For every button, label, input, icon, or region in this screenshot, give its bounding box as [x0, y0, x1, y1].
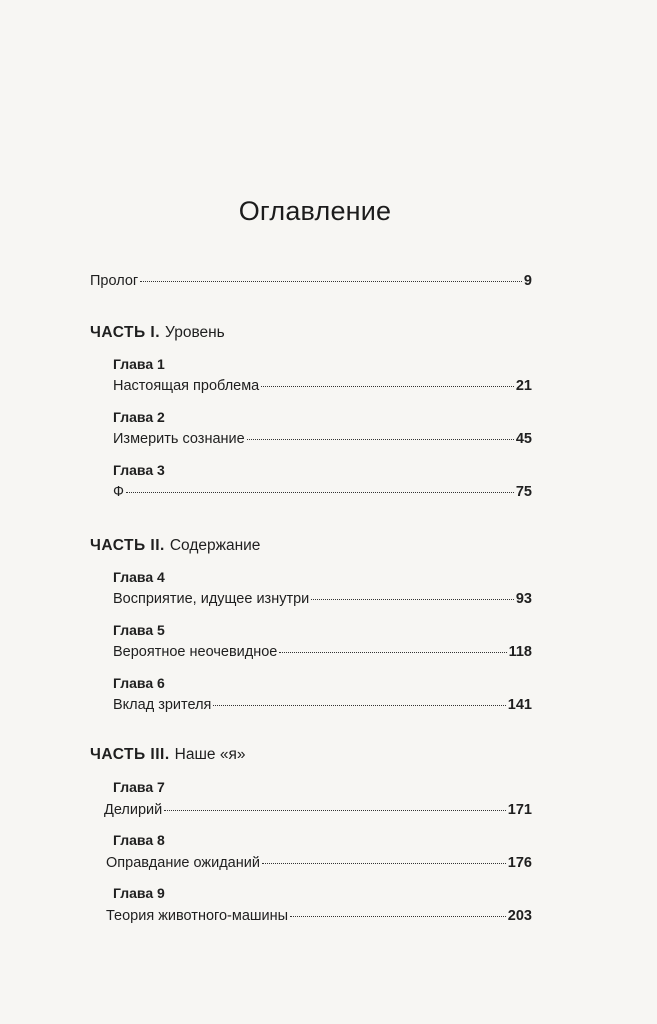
- toc-entry-label: Измерить сознание: [113, 431, 245, 447]
- chapter-heading-7: Глава 7: [113, 779, 165, 795]
- part-heading-2: [90, 537, 260, 555]
- chapter-heading-5: Глава 5: [113, 622, 165, 638]
- toc-page-number: 9: [523, 273, 532, 289]
- part-heading-1: [90, 324, 225, 342]
- toc-entry-label: Вклад зрителя: [113, 697, 212, 713]
- toc-page-number: 118: [508, 644, 532, 660]
- toc-page-number: 141: [507, 697, 532, 713]
- dot-leader: [290, 916, 506, 917]
- toc-entry-label: Восприятие, идущее изнутри: [113, 591, 310, 607]
- part-label: ЧАСТЬ I.: [90, 324, 161, 341]
- page-title: Оглавление: [238, 196, 392, 226]
- chapter-heading-4: Глава 4: [113, 569, 165, 585]
- dot-leader: [213, 705, 505, 706]
- dot-leader: [164, 810, 506, 811]
- toc-entry-chapter-4: [113, 591, 532, 607]
- toc-page-number: 75: [515, 484, 532, 500]
- part-label: ЧАСТЬ II.: [90, 537, 165, 554]
- dot-leader: [262, 863, 506, 864]
- toc-entry-label: Вероятное неочевидное: [113, 644, 278, 660]
- chapter-heading-9: Глава 9: [113, 885, 165, 901]
- dot-leader: [140, 281, 522, 282]
- chapter-heading-2: Глава 2: [113, 409, 165, 425]
- toc-page-number: 21: [515, 378, 532, 394]
- part-name: Содержание: [169, 537, 261, 554]
- toc-page-number: 93: [515, 591, 532, 607]
- chapter-heading-1: Глава 1: [113, 356, 165, 372]
- chapter-heading-3: Глава 3: [113, 462, 165, 478]
- toc-page-number: 45: [515, 431, 532, 447]
- dot-leader: [279, 652, 506, 653]
- toc-entry-chapter-8: [106, 855, 532, 871]
- toc-entry-chapter-7: [104, 802, 532, 818]
- toc-entry-prologue: [90, 273, 532, 289]
- toc-entry-chapter-5: [113, 644, 532, 660]
- dot-leader: [261, 386, 514, 387]
- chapter-heading-8: Глава 8: [113, 832, 165, 848]
- toc-page-number: 171: [507, 802, 532, 818]
- toc-entry-label: Теория животного-машины: [106, 908, 289, 924]
- toc-entry-chapter-1: [113, 378, 532, 394]
- part-name: Наше «я»: [174, 746, 246, 763]
- part-label: ЧАСТЬ III.: [90, 746, 170, 763]
- dot-leader: [247, 439, 514, 440]
- toc-entry-label: Ф: [113, 484, 125, 500]
- dot-leader: [126, 492, 514, 493]
- toc-entry-chapter-9: [106, 908, 532, 924]
- toc-entry-label: Пролог: [90, 273, 139, 289]
- dot-leader: [311, 599, 514, 600]
- part-heading-3: [90, 746, 245, 764]
- chapter-heading-6: Глава 6: [113, 675, 165, 691]
- toc-entry-label: Оправдание ожиданий: [106, 855, 260, 871]
- toc-entry-label: Делирий: [104, 802, 163, 818]
- toc-page-number: 176: [507, 855, 532, 871]
- toc-entry-chapter-6: [113, 697, 532, 713]
- toc-page-number: 203: [507, 908, 532, 924]
- toc-entry-chapter-2: [113, 431, 532, 447]
- toc-entry-chapter-3: [113, 484, 532, 500]
- toc-entry-label: Настоящая проблема: [113, 378, 260, 394]
- part-name: Уровень: [165, 324, 225, 341]
